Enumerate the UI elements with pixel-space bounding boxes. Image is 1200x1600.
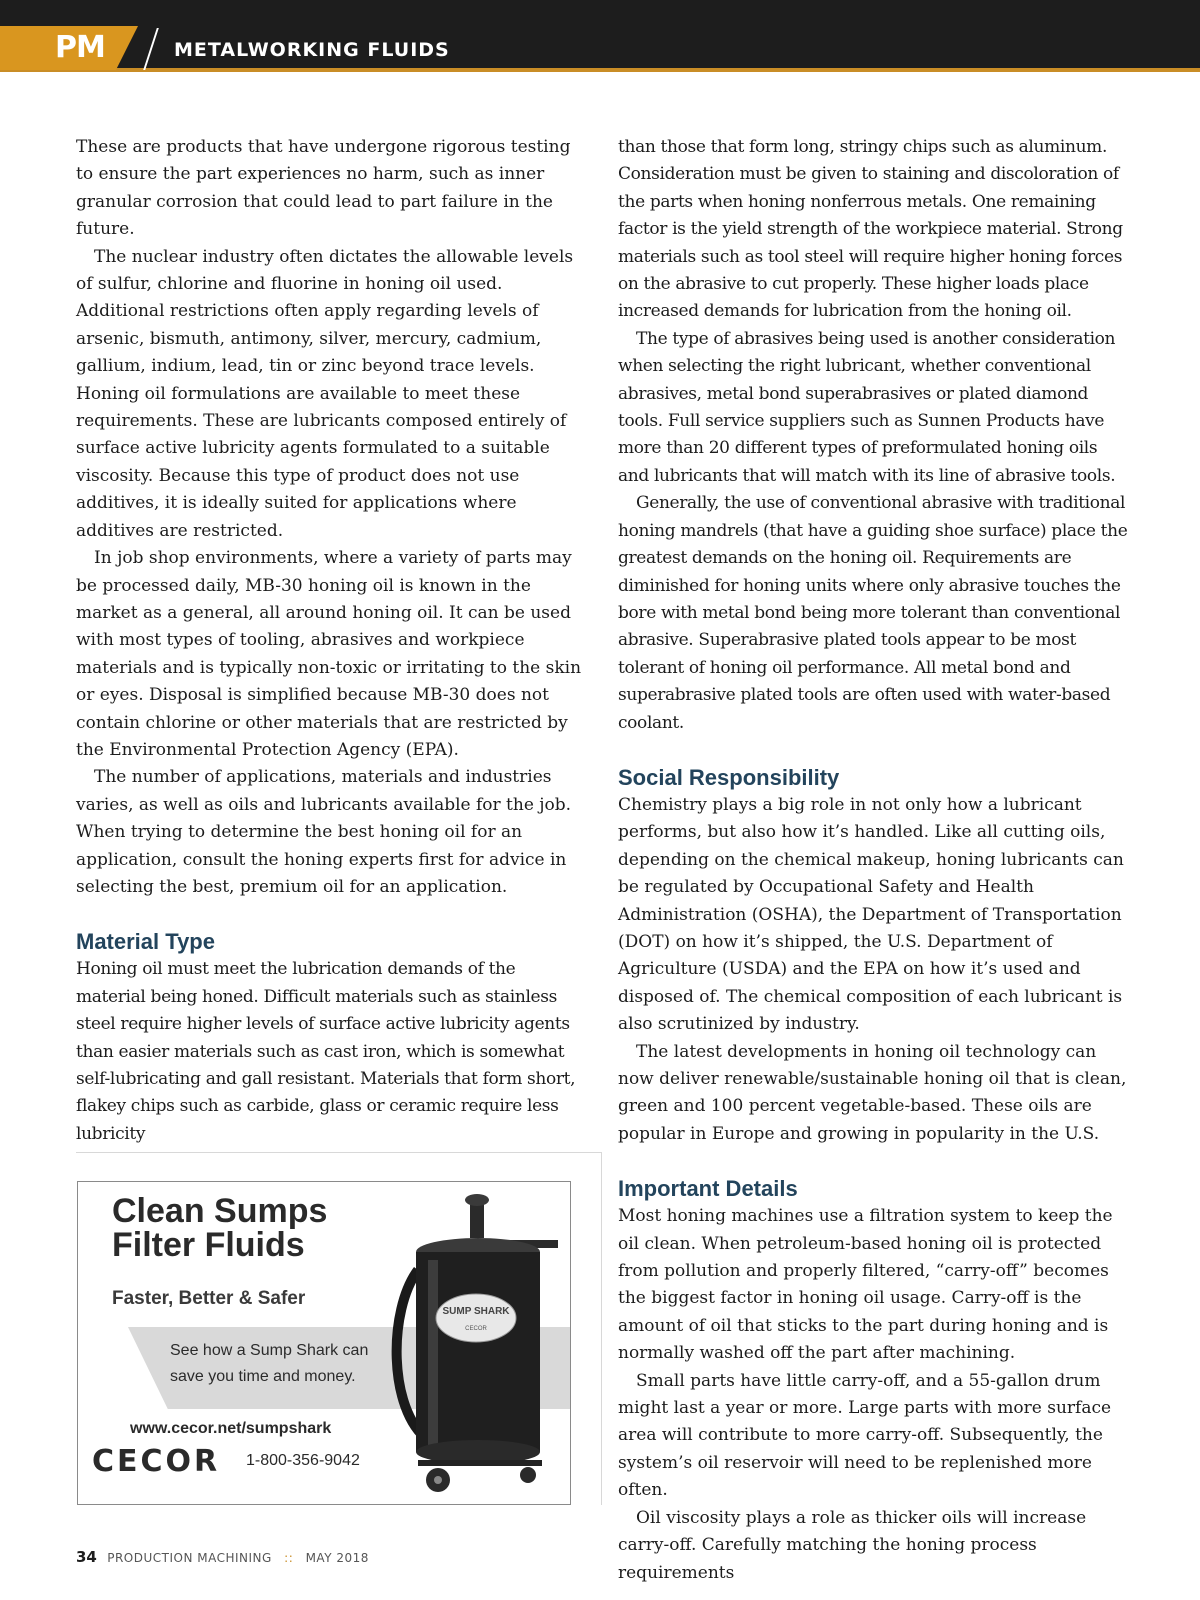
- heading-important-details: Important Details: [618, 1176, 798, 1202]
- paragraph: These are products that have undergone rigorous testing to ensure the part experiences no harm, such as inner granular corrosion that could lead to part failure in the future.: [76, 137, 571, 240]
- paragraph: The nuclear industry often dictates the allowable levels of sulfur, chlorine and fluorine in honing oil used. Additional restrictions often apply regarding levels of arsenic, bismuth, antimony, silver, mercury, cadmium, gallium, indium, lead, tin or zinc beyond trace levels. Honing oil formulations are available to meet these requirements. These are lubricants composed entirely of surface active lubricity agents formulated to a suitable viscosity. Because this type of product does not use additives, it is ideally suited for applications where additives are restricted.: [76, 246, 574, 541]
- paragraph: The type of abrasives being used is another consideration when selecting the right lubricant, whether conventional abrasives, metal bond superabrasives or plated diamond tools. Full service suppliers such as Sunnen Products have more than 20 different types of preformulated honing oils and lubricants that will match with its line of abrasive tools.: [618, 328, 1116, 486]
- paragraph: The number of applications, materials and industries varies, as well as oils and lubricants available for the job. When trying to determine the best honing oil for an application, consult the honing experts first for advice in selecting the best, premium oil for an application.: [76, 767, 572, 897]
- ad-banner-line: save you time and money.: [170, 1368, 356, 1385]
- pm-logo: PM: [55, 30, 105, 65]
- left-column: [76, 134, 586, 1148]
- paragraph: Oil viscosity plays a role as thicker oils will increase carry-off. Carefully matching the honing process requirements: [618, 1507, 1087, 1583]
- paragraph: Generally, the use of conventional abrasive with traditional honing mandrels (that have a guiding shoe surface) place the greatest demands on the honing oil. Requirements are diminished for honing units where only abrasive touches the bore with metal bond being more tolerant than conventional abrasive. Superabrasive plated tools appear to be most tolerant of honing oil performance. All metal bond and superabrasive plated tools are often used with water-based coolant.: [618, 493, 1128, 733]
- ad-banner-line: See how a Sump Shark can: [170, 1342, 369, 1359]
- paragraph: Honing oil must meet the lubrication demands of the material being honed. Difficult materials such as stainless steel require higher levels of surface active lubricity agents than easier materials such as cast iron, which is somewhat self-lubricating and gall resistant. Materials that form short, flakey chips such as carbide, glass or ceramic require less lubricity: [76, 959, 576, 1144]
- section-title: METALWORKING FLUIDS: [174, 39, 450, 61]
- paragraph: Small parts have little carry-off, and a 55-gallon drum might last a year or more. Large parts with more surface area will contribute to more carry-off. Subsequently, the system’s oil reservoir will need to be replenished more often.: [618, 1370, 1112, 1501]
- ad-headline-line: Clean Sumps: [112, 1192, 328, 1230]
- right-column: [618, 134, 1130, 1587]
- footer-separator: ::: [284, 1551, 294, 1565]
- sump-shark-product-image: [388, 1190, 568, 1500]
- advertisement[interactable]: [77, 1181, 571, 1505]
- cecor-logo: CECOR: [92, 1444, 221, 1479]
- paragraph: than those that form long, stringy chips such as aluminum. Consideration must be given to staining and discoloration of the parts when honing nonferrous metals. One remaining factor is the yield strength of the workpiece material. Strong materials such as tool steel will require higher honing forces on the abrasive to cut properly. These higher loads place increased demands for lubrication from the honing oil.: [618, 137, 1123, 322]
- ad-subheadline: Faster, Better & Safer: [112, 1288, 306, 1309]
- issue-date: MAY 2018: [305, 1551, 369, 1565]
- page-number: 34: [76, 1548, 97, 1566]
- product-label: SUMP SHARK: [442, 1306, 510, 1317]
- heading-material-type: Material Type: [76, 929, 215, 955]
- publication-name: PRODUCTION MACHINING: [107, 1551, 272, 1565]
- ad-headline: [112, 1194, 327, 1262]
- heading-social-responsibility: Social Responsibility: [618, 764, 840, 790]
- ad-banner-text: [170, 1338, 410, 1390]
- page-header: [0, 0, 1200, 72]
- ad-url-link[interactable]: www.cecor.net/sumpshark: [130, 1420, 332, 1437]
- paragraph: Chemistry plays a big role in not only how a lubricant performs, but also how it’s handled. Like all cutting oils, depending on the chemical makeup, honing lubricants can be regulated by Occupational Safety and Health Administration (OSHA), the Department of Transportation (DOT) on how it’s shipped, the U.S. Department of Agriculture (USDA) and the EPA on how it’s used and disposed of. The chemical composition of each lubricant is also scrutinized by industry.: [618, 794, 1124, 1035]
- ad-phone: 1-800-356-9042: [246, 1452, 360, 1469]
- paragraph: Most honing machines use a filtration system to keep the oil clean. When petroleum-based honing oil is protected from pollution and properly filtered, “carry-off” becomes the biggest factor in honing oil usage. Carry-off is the amount of oil that sticks to the part during honing and is normally washed off the part after machining.: [618, 1206, 1113, 1364]
- page-footer: [76, 1548, 369, 1566]
- paragraph: In job shop environments, where a variety of parts may be processed daily, MB-30 honing oil is known in the market as a general, all around honing oil. It can be used with most types of tooling, abrasives and workpiece materials and is typically non-toxic or irritating to the skin or eyes. Disposal is simplified because MB-30 does not contain chlorine or other materials that are restricted by the Environmental Protection Agency (EPA).: [76, 548, 582, 760]
- product-maker-label: CECOR: [465, 1326, 487, 1332]
- ad-headline-line: Filter Fluids: [112, 1226, 305, 1264]
- paragraph: The latest developments in honing oil technology can now deliver renewable/sustainable honing oil that is clean, green and 100 percent vegetable-based. These oils are popular in Europe and growing in popularity in the U.S.: [618, 1041, 1127, 1144]
